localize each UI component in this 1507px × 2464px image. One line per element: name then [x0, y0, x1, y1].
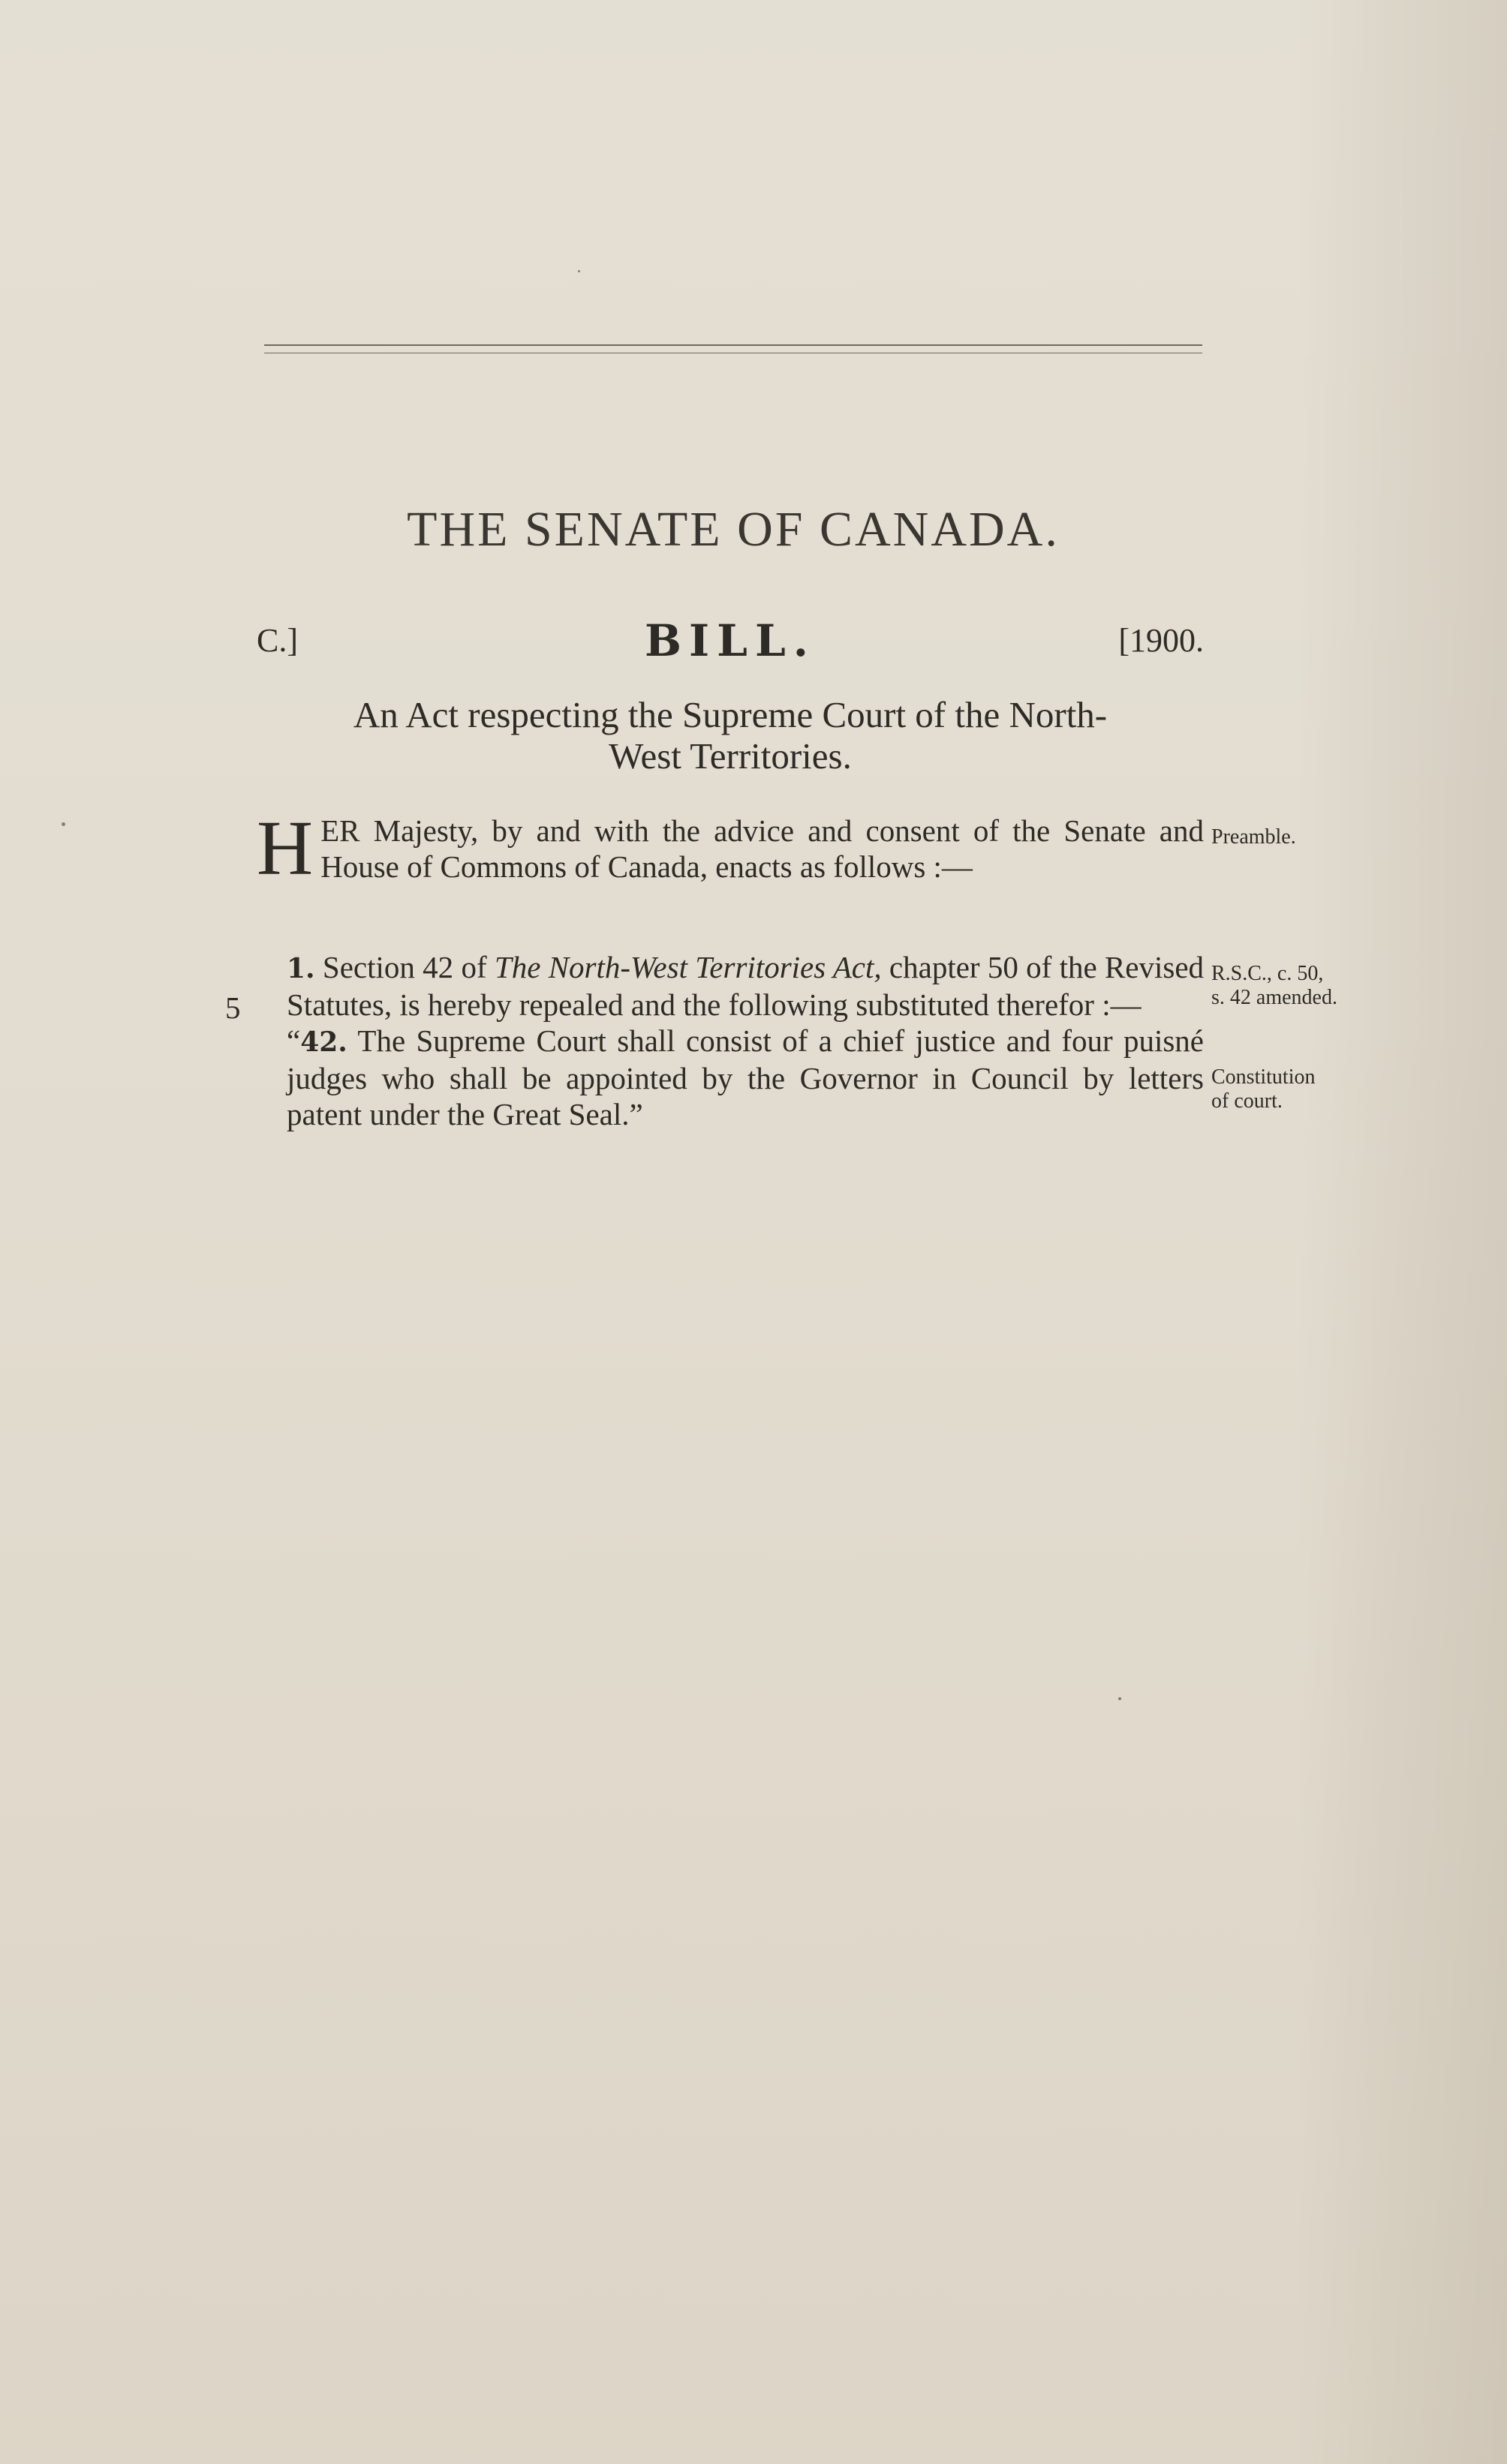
margin-note-rsc-line-1: R.S.C., c. 50,: [1211, 962, 1324, 985]
preamble-text: ER Majesty, by and with the advice and consent of the Senate and House of Commons of Canada, enacts as follows :—: [320, 813, 1204, 884]
act-title-line-1: An Act respecting the Supreme Court of the North-: [353, 694, 1108, 735]
section-1-text-after: chapter 50 of the Revised Statutes, is hereby repealed and the following substituted therefor :—: [287, 950, 1205, 1022]
page-title: THE SENATE OF CANADA.: [407, 502, 1060, 557]
drop-cap: H: [257, 805, 314, 891]
margin-note-preamble: Preamble.: [1211, 825, 1296, 849]
margin-note-const-line-2: of court.: [1211, 1089, 1283, 1113]
section-1-paragraph: [257, 949, 1204, 1023]
margin-note-rsc-line-2: s. 42 amended.: [1211, 986, 1337, 1009]
act-title: [257, 694, 1204, 777]
margin-note-const-line-1: Constitution: [1211, 1065, 1316, 1089]
top-rule: [264, 344, 1202, 346]
section-1-number: 1.: [287, 953, 315, 984]
section-42-number: 42.: [300, 1026, 347, 1058]
section-42-text: The Supreme Court shall consist of a chief justice and four puisné judges who shall be appointed by the Governor in Council by letters patent under the Great Seal.”: [287, 1023, 1204, 1131]
bill-header-row: [257, 615, 1204, 668]
open-quote: “: [287, 1023, 301, 1058]
margin-note-rsc: [1211, 962, 1376, 1010]
line-number: 5: [225, 990, 241, 1025]
bill-heading: BILL.: [645, 615, 816, 666]
bill-number: C.]: [257, 622, 298, 659]
paper-speck: [62, 822, 65, 826]
act-title-line-2: West Territories.: [609, 735, 852, 777]
section-42-paragraph: [257, 1023, 1204, 1132]
bill-year: [1900.: [1118, 622, 1204, 659]
preamble-paragraph: [257, 805, 1204, 891]
paper-speck: [578, 270, 580, 272]
section-1-text-before: Section 42 of: [322, 950, 487, 984]
paper-speck: [1118, 1697, 1121, 1700]
section-1-act-name: The North-West Territories Act,: [494, 950, 882, 984]
section-1: [257, 949, 1204, 1132]
margin-note-constitution: [1211, 1065, 1376, 1113]
